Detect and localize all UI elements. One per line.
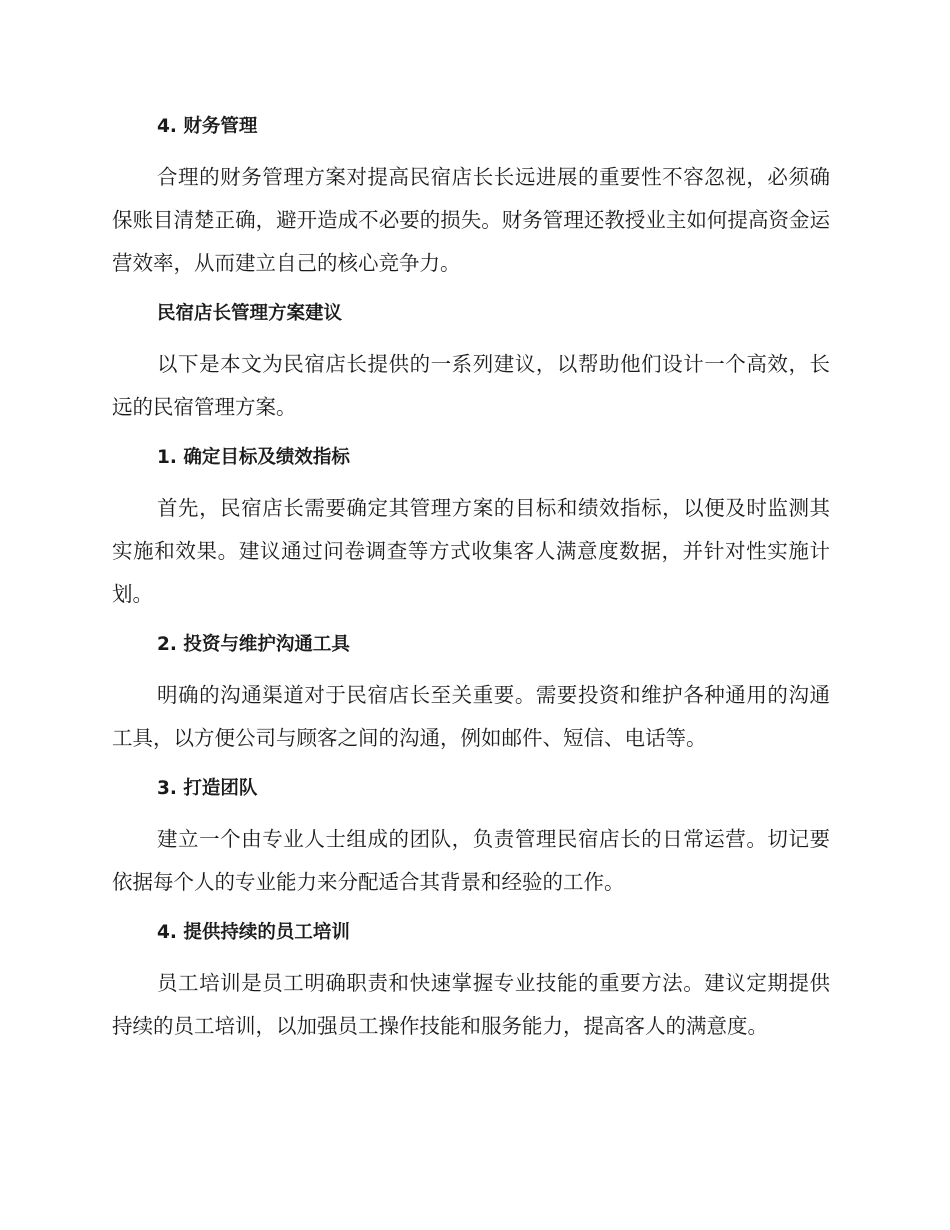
section-paragraph-goals: 首先，民宿店长需要确定其管理方案的目标和绩效指标，以便及时监测其实施和效果。建议通过问卷调查等方式收集客人满意度数据，并针对性实施计划。 [112,496,830,606]
section-heading-communication: 2. 投资与维护沟通工具 [157,634,350,655]
document-page [112,110,830,1060]
section-heading-team: 3. 打造团队 [157,778,258,799]
section-heading-finance: 4. 财务管理 [157,116,258,137]
section-heading-goals: 1. 确定目标及绩效指标 [157,447,350,468]
section-heading-training: 4. 提供持续的员工培训 [157,922,350,943]
section-paragraph-suggestions: 以下是本文为民宿店长提供的一系列建议，以帮助他们设计一个高效，长远的民宿管理方案。 [112,352,830,419]
section-paragraph-finance: 合理的财务管理方案对提高民宿店长长远进展的重要性不容忽视，必须确保账目清楚正确，避开造成不必要的损失。财务管理还教授业主如何提高资金运营效率，从而建立自己的核心竞争力。 [112,165,830,275]
section-paragraph-team: 建立一个由专业人士组成的团队，负责管理民宿店长的日常运营。切记要依据每个人的专业能力来分配适合其背景和经验的工作。 [112,827,830,894]
section-paragraph-training: 员工培训是员工明确职责和快速掌握专业技能的重要方法。建议定期提供持续的员工培训，以加强员工操作技能和服务能力，提高客人的满意度。 [112,971,830,1038]
section-paragraph-communication: 明确的沟通渠道对于民宿店长至关重要。需要投资和维护各种通用的沟通工具，以方便公司与顾客之间的沟通，例如邮件、短信、电话等。 [112,683,830,750]
section-heading-suggestions: 民宿店长管理方案建议 [157,303,343,324]
